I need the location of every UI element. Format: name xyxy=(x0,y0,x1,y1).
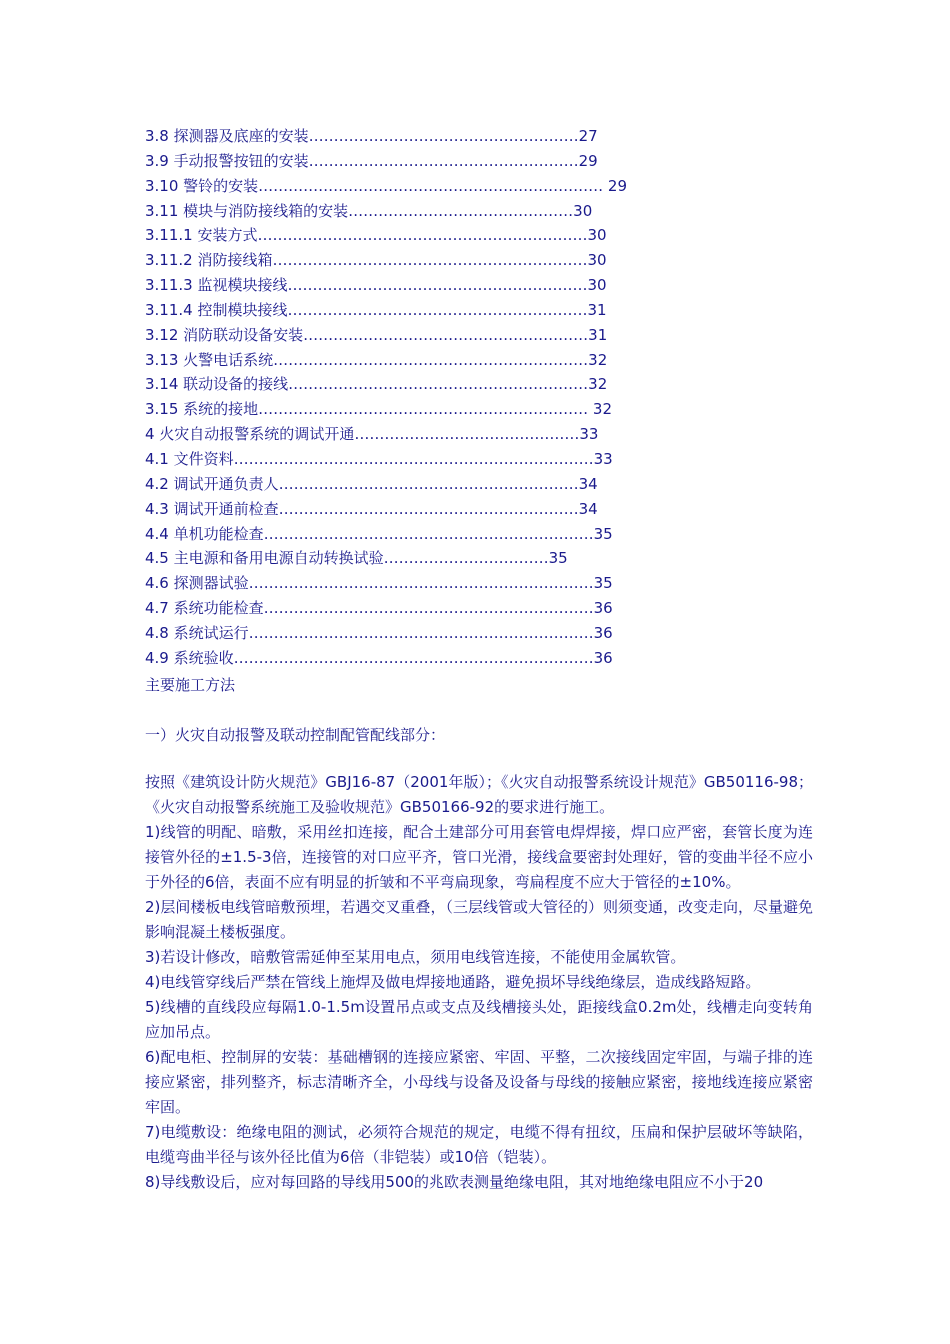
toc-entry: 3.11.3 监视模块接线……………………………………………………30 xyxy=(145,276,607,295)
toc-entry: 3.11 模块与消防接线箱的安装………………………………………30 xyxy=(145,201,593,220)
toc-entry: 3.12 消防联动设备安装…………………………………………………31 xyxy=(145,325,608,344)
paragraph-item-5: 5)线槽的直线段应每隔1.0-1.5m设置吊点或支点及线槽接头处，距接线盒0.2m处，线槽走向变转角应加吊点。 xyxy=(145,998,813,1041)
toc-entry: 4.4 单机功能检查…………………………………………………………35 xyxy=(145,524,613,543)
toc-entry: 4.1 文件资料………………………………………………………………33 xyxy=(145,449,613,468)
toc-entry: 4.9 系统验收………………………………………………………………36 xyxy=(145,648,613,667)
toc-entry: 3.13 火警电话系统………………………………………………………32 xyxy=(145,350,608,369)
body-text xyxy=(145,770,813,1195)
paragraph-intro: 按照《建筑设计防火规范》GBJ16-87（2001年版）；《火灾自动报警系统设计规范》GB50116-98；《火灾自动报警系统施工及验收规范》GB50166-92的要求进行施工。 xyxy=(145,773,813,816)
toc-entry: 4.7 系统功能检查…………………………………………………………36 xyxy=(145,599,613,618)
toc-entry: 4.2 调试开通负责人……………………………………………………34 xyxy=(145,474,598,493)
toc-entry: 3.11.1 安装方式…………………………………………………………30 xyxy=(145,226,607,245)
toc-entry: 3.14 联动设备的接线……………………………………………………32 xyxy=(145,375,608,394)
paragraph-item-8: 8)导线敷设后，应对每回路的导线用500的兆欧表测量绝缘电阻，其对地绝缘电阻应不小于20 xyxy=(145,1173,764,1191)
paragraph-item-4: 4)电线管穿线后严禁在管线上施焊及做电焊接地通路，避免损坏导线绝缘层，造成线路短路。 xyxy=(145,973,761,991)
toc-entry: 4 火灾自动报警系统的调试开通………………………………………33 xyxy=(145,425,599,444)
toc-entry: 4.6 探测器试验……………………………………………………………35 xyxy=(145,574,613,593)
toc-entry: 3.15 系统的接地………………………………………………………… 32 xyxy=(145,400,613,419)
toc-entry: 3.11.4 控制模块接线……………………………………………………31 xyxy=(145,300,607,319)
toc-entry: 3.9 手动报警按钮的安装………………………………………………29 xyxy=(145,151,598,170)
toc-entry: 4.3 调试开通前检查……………………………………………………34 xyxy=(145,499,598,518)
paragraph-item-7: 7)电缆敷设：绝缘电阻的测试，必须符合规范的规定，电缆不得有扭纹，压扁和保护层破坏等缺陷，电缆弯曲半径与该外径比值为6倍（非铠装）或10倍（铠装）。 xyxy=(145,1123,813,1166)
paragraph-item-6: 6)配电柜、控制屏的安装：基础槽钢的连接应紧密、牢固、平整，二次接线固定牢固，与端子排的连接应紧密，排列整齐，标志清晰齐全，小母线与设备及设备与母线的接触应紧密，接地线连接应紧密牢固。 xyxy=(145,1048,813,1116)
paragraph-item-3: 3)若设计修改，暗敷管需延伸至某用电点，须用电线管连接，不能使用金属软管。 xyxy=(145,948,686,966)
subsection-title: 一）火灾自动报警及联动控制配管配线部分： xyxy=(145,726,446,744)
toc-entry: 3.11.2 消防接线箱………………………………………………………30 xyxy=(145,251,607,270)
section-title: 主要施工方法 xyxy=(145,676,236,694)
paragraph-item-2: 2)层间楼板电线管暗敷预埋，若遇交叉重叠，（三层线管或大管径的）则须变通，改变走向，尽量避免影响混凝土楼板强度。 xyxy=(145,898,813,941)
toc-entry: 3.10 警铃的安装…………………………………………………………… 29 xyxy=(145,176,628,195)
paragraph-item-1: 1)线管的明配、暗敷，采用丝扣连接，配合土建部分可用套管电焊焊接，焊口应严密，套管长度为连接管外径的±1.5-3倍，连接管的对口应平齐，管口光滑，接线盒要密封处理好，管的变曲半径不应小于外径的6倍，表面不应有明显的折皱和不平弯扁现象，弯扁程度不应大于管径的±10%。 xyxy=(145,823,813,891)
table-of-contents xyxy=(145,124,845,671)
toc-entry: 4.5 主电源和备用电源自动转换试验……………………………35 xyxy=(145,549,568,568)
toc-entry: 4.8 系统试运行……………………………………………………………36 xyxy=(145,623,613,642)
toc-entry: 3.8 探测器及底座的安装………………………………………………27 xyxy=(145,127,598,145)
